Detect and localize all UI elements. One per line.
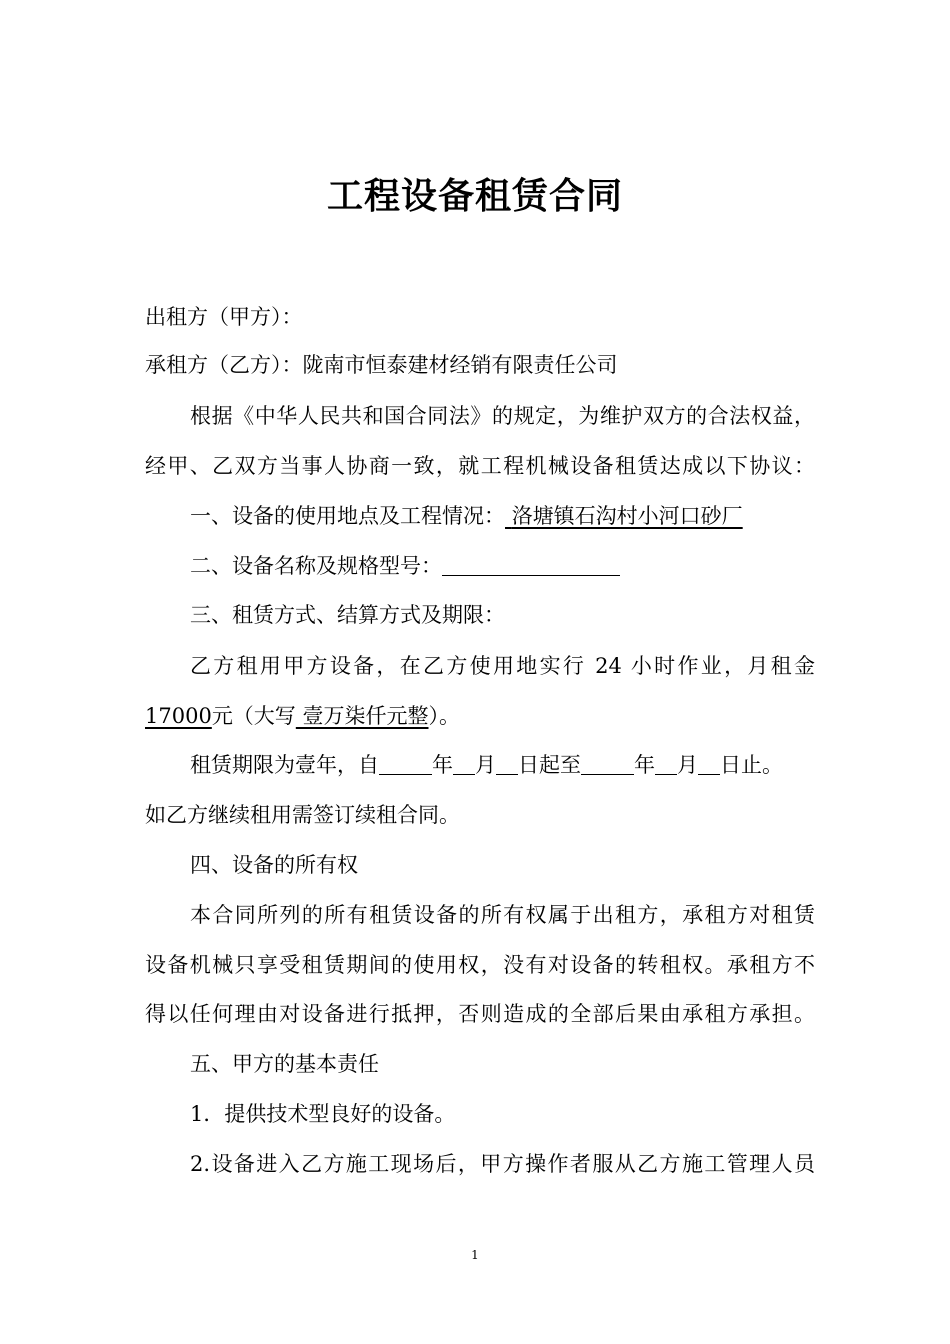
lessee-line — [145, 350, 815, 380]
ownership-line-3: 得以任何理由对设备进行抵押，否则造成的全部后果由承租方承担。 — [145, 1002, 815, 1026]
ownership-line-1: 本合同所列的所有租赁设备的所有权属于出租方，承租方对租赁 — [190, 903, 815, 927]
term-month-2: 月 — [677, 753, 698, 777]
rent-line-1: 乙方租用甲方设备，在乙方使用地实行 24 小时作业，月租金 — [190, 654, 815, 678]
usage-location: 洛塘镇石沟村小河口砂厂 — [511, 504, 743, 528]
ownership-line-2: 设备机械只享受租赁期间的使用权，没有对设备的转租权。承租方不 — [145, 953, 815, 977]
lessor-line — [145, 302, 815, 332]
lessor-label: 出租方（甲方）： — [145, 305, 303, 329]
term-line-2: 如乙方继续租用需签订续租合同。 — [145, 803, 460, 827]
clause-1-value — [505, 504, 743, 528]
end-year-blank — [581, 754, 634, 775]
start-year-blank — [379, 754, 432, 775]
intro-line-1: 根据《中华人民共和国合同法》的规定，为维护双方的合法权益， — [190, 404, 815, 428]
rent-unit-open: 元（大写 — [211, 704, 296, 728]
start-month-blank — [453, 754, 475, 775]
term-day-to: 日止。 — [720, 753, 783, 777]
clause-5-item-2: 2.设备进入乙方施工现场后，甲方操作者服从乙方施工管理人员 — [190, 1152, 815, 1176]
intro-line-2: 经甲、乙双方当事人协商一致，就工程机械设备租赁达成以下协议： — [145, 454, 815, 478]
clause-5-heading: 五、甲方的基本责任 — [190, 1052, 379, 1076]
clause-4-heading: 四、设备的所有权 — [190, 853, 358, 877]
end-month-blank — [655, 754, 677, 775]
clause-3-heading: 三、租赁方式、结算方式及期限： — [190, 603, 505, 627]
clause-1-label: 一、设备的使用地点及工程情况： — [190, 504, 505, 528]
rent-amount-words: 壹万柒仟元整 — [302, 704, 429, 728]
page-number: 1 — [471, 1248, 479, 1262]
document-title: 工程设备租赁合同 — [326, 175, 623, 217]
rent-amount-words-wrap — [296, 704, 429, 728]
clause-2-label: 二、设备名称及规格型号： — [190, 554, 442, 578]
lessee-label: 承租方（乙方）： — [145, 353, 303, 377]
clause-5-item-1: 1．提供技术型良好的设备。 — [190, 1102, 456, 1126]
lessee-name: 陇南市恒泰建材经销有限责任公司 — [302, 353, 618, 377]
start-day-blank — [496, 754, 518, 775]
rent-amount: 17000 — [145, 704, 212, 728]
equipment-model-blank — [442, 555, 620, 576]
term-month: 月 — [475, 753, 496, 777]
end-day-blank — [698, 754, 720, 775]
term-year: 年 — [432, 753, 453, 777]
clause-2-line — [190, 551, 815, 581]
term-year-2: 年 — [634, 753, 655, 777]
rent-close: ）。 — [428, 704, 460, 728]
clause-1-line — [190, 501, 815, 531]
term-line-1 — [190, 750, 815, 780]
term-prefix: 租赁期限为壹年，自 — [190, 753, 379, 777]
rent-line-2 — [145, 701, 815, 731]
term-day-from: 日起至 — [518, 753, 581, 777]
